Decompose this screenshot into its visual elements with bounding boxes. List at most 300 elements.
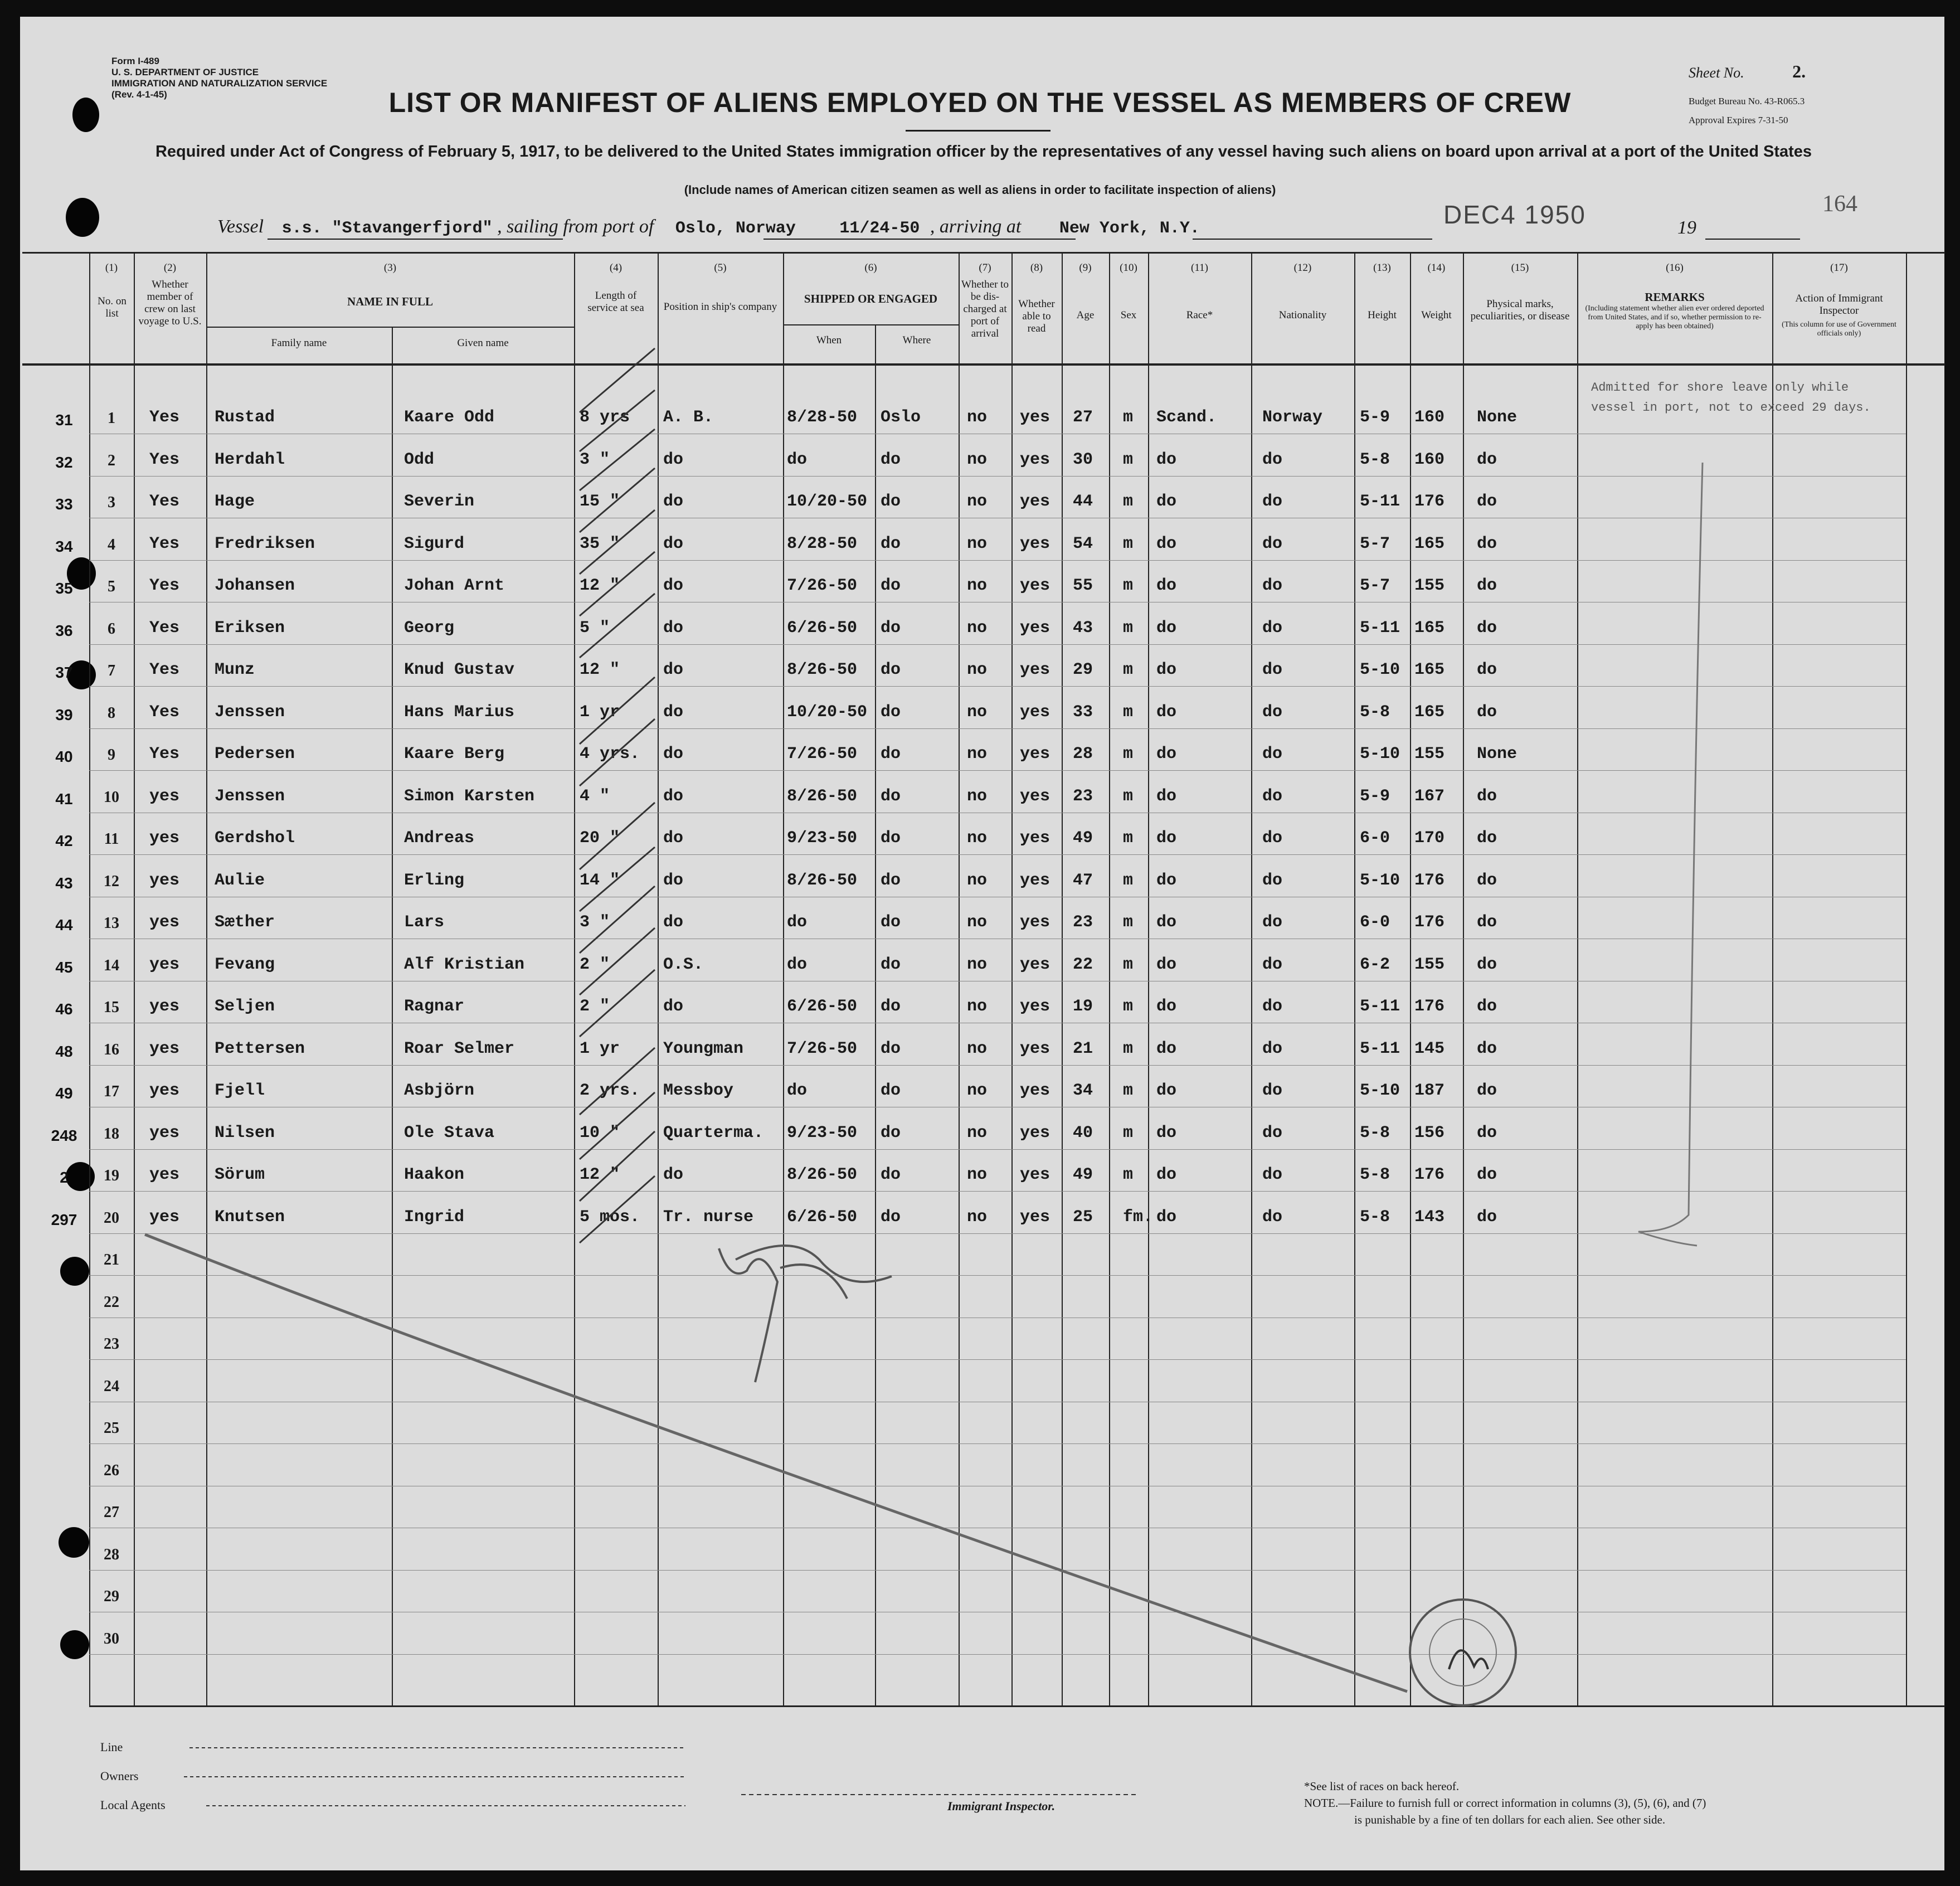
row-given: Kaare Berg bbox=[404, 745, 505, 764]
form-id-line: Form I-489 bbox=[111, 56, 159, 66]
row-when: 6/26-50 bbox=[787, 1207, 858, 1227]
row-number: 18 bbox=[104, 1125, 119, 1143]
row-when: 8/28-50 bbox=[787, 408, 858, 427]
col-number: (11) bbox=[1191, 262, 1208, 274]
row-when: 8/26-50 bbox=[787, 871, 858, 890]
col-number: (3) bbox=[383, 262, 397, 274]
row-when: 9/23-50 bbox=[787, 829, 858, 848]
row-nat: do bbox=[1262, 618, 1283, 638]
row-family: Aulie bbox=[215, 871, 265, 890]
budget-line: Approval Expires 7-31-50 bbox=[1689, 115, 1788, 125]
row-given: Sigurd bbox=[404, 534, 465, 553]
row-left-number: 33 bbox=[55, 495, 73, 513]
row-nat: do bbox=[1262, 492, 1283, 511]
row-read: yes bbox=[1020, 1165, 1050, 1184]
row-nat: do bbox=[1262, 660, 1283, 679]
row-left-number: 32 bbox=[55, 453, 73, 471]
row-left-number: 36 bbox=[55, 621, 73, 639]
row-crew: yes bbox=[149, 1039, 180, 1058]
row-left-number: 35 bbox=[55, 580, 73, 597]
col-number: (5) bbox=[714, 262, 727, 274]
row-crew: Yes bbox=[149, 492, 180, 511]
row-number: 30 bbox=[104, 1630, 119, 1647]
row-age: 55 bbox=[1073, 576, 1093, 595]
row-discharge: no bbox=[967, 1081, 988, 1100]
row-given: Andreas bbox=[404, 829, 475, 848]
row-marks: do bbox=[1477, 1081, 1497, 1100]
row-given: Knud Gustav bbox=[404, 660, 515, 679]
row-service: 14 " bbox=[580, 871, 620, 890]
row-family: Fredriksen bbox=[215, 534, 315, 553]
row-read: yes bbox=[1020, 955, 1050, 974]
row-position: do bbox=[663, 450, 684, 469]
row-read: yes bbox=[1020, 450, 1050, 469]
form-id-line: (Rev. 4-1-45) bbox=[111, 89, 167, 100]
row-service: 2 " bbox=[580, 955, 610, 974]
footer-note bbox=[1304, 1778, 1706, 1828]
row-sex: m bbox=[1123, 618, 1134, 638]
row-height: 5-9 bbox=[1360, 408, 1390, 427]
row-read: yes bbox=[1020, 408, 1050, 427]
row-when: do bbox=[787, 450, 808, 469]
row-where: do bbox=[881, 492, 901, 511]
row-given: Roar Selmer bbox=[404, 1039, 515, 1058]
row-marks: do bbox=[1477, 576, 1497, 595]
row-when: do bbox=[787, 955, 808, 974]
row-age: 33 bbox=[1073, 702, 1093, 722]
arriving-label: , arriving at bbox=[930, 216, 1022, 237]
row-number: 4 bbox=[108, 536, 115, 553]
row-height: 5-8 bbox=[1360, 1123, 1390, 1143]
row-age: 29 bbox=[1073, 660, 1093, 679]
row-age: 47 bbox=[1073, 871, 1093, 890]
row-nat: do bbox=[1262, 997, 1283, 1016]
row-position: do bbox=[663, 618, 684, 638]
row-nat: do bbox=[1262, 745, 1283, 764]
row-weight: 155 bbox=[1414, 576, 1445, 595]
row-nat: do bbox=[1262, 702, 1283, 722]
footer-note-line: is punishable by a fine of ten dollars for each alien. See other side. bbox=[1354, 1813, 1666, 1826]
row-position: do bbox=[663, 492, 684, 511]
row-when: 8/26-50 bbox=[787, 786, 858, 806]
row-read: yes bbox=[1020, 576, 1050, 595]
row-where: do bbox=[881, 450, 901, 469]
form-id-line: U. S. DEPARTMENT OF JUSTICE bbox=[111, 67, 259, 77]
row-marks: do bbox=[1477, 871, 1497, 890]
row-given: Ragnar bbox=[404, 997, 465, 1016]
row-number: 25 bbox=[104, 1420, 119, 1437]
row-position: do bbox=[663, 997, 684, 1016]
row-height: 5-7 bbox=[1360, 576, 1390, 595]
header-sex: Sex bbox=[1120, 309, 1137, 321]
row-given: Ole Stava bbox=[404, 1123, 495, 1143]
row-family: Eriksen bbox=[215, 618, 285, 638]
cancel-line bbox=[145, 1234, 1407, 1691]
row-service: 5 " bbox=[580, 618, 610, 638]
consulate-seal bbox=[1410, 1600, 1516, 1705]
col-number: (10) bbox=[1120, 262, 1137, 274]
row-race: do bbox=[1156, 1039, 1177, 1058]
row-nat: do bbox=[1262, 576, 1283, 595]
row-where: do bbox=[881, 786, 901, 806]
row-number: 26 bbox=[104, 1461, 119, 1479]
row-number: 1 bbox=[108, 410, 115, 427]
row-weight: 165 bbox=[1414, 534, 1445, 553]
row-nat: do bbox=[1262, 534, 1283, 553]
row-height: 5-8 bbox=[1360, 1207, 1390, 1227]
row-marks: do bbox=[1477, 618, 1497, 638]
col-number: (2) bbox=[163, 262, 177, 274]
row-race: do bbox=[1156, 618, 1177, 638]
row-nat: do bbox=[1262, 829, 1283, 848]
row-family: Fjell bbox=[215, 1081, 265, 1100]
row-left-number: 40 bbox=[55, 748, 73, 765]
row-number: 10 bbox=[104, 788, 119, 806]
row-sex: m bbox=[1123, 997, 1134, 1016]
row-where: do bbox=[881, 871, 901, 890]
row-height: 5-11 bbox=[1360, 492, 1400, 511]
form-subnote: (Include names of American citizen seamen as well as aliens in order to facilitate inspection of aliens) bbox=[684, 183, 1276, 197]
footer-agents-label: Local Agents bbox=[100, 1798, 166, 1812]
row-family: Fevang bbox=[215, 955, 275, 974]
row-sex: m bbox=[1123, 702, 1134, 722]
row-number: 22 bbox=[104, 1293, 119, 1311]
row-where: do bbox=[881, 913, 901, 932]
row-race: do bbox=[1156, 1165, 1177, 1184]
row-number: 16 bbox=[104, 1041, 119, 1058]
row-age: 49 bbox=[1073, 1165, 1093, 1184]
year-label: 19 bbox=[1677, 217, 1696, 238]
row-family: Gerdshol bbox=[215, 829, 295, 848]
footer-inspector-label: Immigrant Inspector. bbox=[947, 1799, 1056, 1813]
row-age: 43 bbox=[1073, 618, 1093, 638]
row-position: do bbox=[663, 745, 684, 764]
row-discharge: no bbox=[967, 1123, 988, 1143]
row-nat: do bbox=[1262, 1039, 1283, 1058]
row-sex: m bbox=[1123, 450, 1134, 469]
row-number: 28 bbox=[104, 1545, 119, 1563]
col-number: (7) bbox=[979, 262, 991, 274]
row-nat: do bbox=[1262, 871, 1283, 890]
row-height: 5-10 bbox=[1360, 871, 1400, 890]
row-service: 2 yrs. bbox=[580, 1081, 640, 1100]
sailing-label: , sailing from port of bbox=[497, 216, 654, 237]
row-number: 8 bbox=[108, 704, 115, 722]
row-marks: do bbox=[1477, 955, 1497, 974]
row-nat: do bbox=[1262, 955, 1283, 974]
header-height: Height bbox=[1368, 309, 1397, 321]
row-race: do bbox=[1156, 1081, 1177, 1100]
row-where: do bbox=[881, 1039, 901, 1058]
row-discharge: no bbox=[967, 745, 988, 764]
row-sex: m bbox=[1123, 660, 1134, 679]
row-marks: None bbox=[1477, 408, 1518, 427]
row-nat: do bbox=[1262, 1081, 1283, 1100]
row-position: do bbox=[663, 871, 684, 890]
row-where: do bbox=[881, 534, 901, 553]
row-number: 29 bbox=[104, 1588, 119, 1605]
stamp-number: 164 bbox=[1822, 191, 1857, 217]
row-race: do bbox=[1156, 913, 1177, 932]
row-discharge: no bbox=[967, 702, 988, 722]
row-weight: 165 bbox=[1414, 618, 1445, 638]
row-race: do bbox=[1156, 871, 1177, 890]
header-no-on-list: No. on list bbox=[98, 295, 127, 319]
row-position: Messboy bbox=[663, 1081, 734, 1100]
header-remarks: REMARKS bbox=[1645, 290, 1705, 304]
row-nat: do bbox=[1262, 786, 1283, 806]
header-given-name: Given name bbox=[457, 337, 509, 349]
footer-owners-label: Owners bbox=[100, 1769, 139, 1783]
row-marks: do bbox=[1477, 450, 1497, 469]
row-left-number: 44 bbox=[55, 916, 73, 934]
vessel-label: Vessel bbox=[217, 216, 264, 237]
row-discharge: no bbox=[967, 955, 988, 974]
row-number: 7 bbox=[108, 662, 115, 679]
row-sex: m bbox=[1123, 576, 1134, 595]
row-height: 5-11 bbox=[1360, 618, 1400, 638]
row-given: Asbjörn bbox=[404, 1081, 475, 1100]
row-age: 25 bbox=[1073, 1207, 1093, 1227]
row-sex: m bbox=[1123, 829, 1134, 848]
row-discharge: no bbox=[967, 492, 988, 511]
row-given: Hans Marius bbox=[404, 702, 515, 722]
row-marks: do bbox=[1477, 1039, 1497, 1058]
row-service: 8 yrs bbox=[580, 408, 630, 427]
row-service: 3 " bbox=[580, 450, 610, 469]
header-race: Race* bbox=[1186, 309, 1213, 321]
row-crew: yes bbox=[149, 829, 180, 848]
remarks-bracket bbox=[1638, 463, 1703, 1246]
row-discharge: no bbox=[967, 786, 988, 806]
row-race: do bbox=[1156, 450, 1177, 469]
row-position: do bbox=[663, 1165, 684, 1184]
header-physical-marks: Physical marks, peculiarities, or disease bbox=[1470, 298, 1570, 322]
row-where: do bbox=[881, 1207, 901, 1227]
row-nat: do bbox=[1262, 450, 1283, 469]
row-crew: yes bbox=[149, 1123, 180, 1143]
row-number: 21 bbox=[104, 1251, 119, 1268]
footer-note-line: NOTE.—Failure to furnish full or correct information in columns (3), (5), (6), and (7) bbox=[1304, 1796, 1706, 1810]
row-number: 9 bbox=[108, 746, 115, 764]
row-read: yes bbox=[1020, 534, 1050, 553]
row-height: 5-11 bbox=[1360, 997, 1400, 1016]
row-marks: do bbox=[1477, 660, 1497, 679]
row-discharge: no bbox=[967, 450, 988, 469]
row-weight: 156 bbox=[1414, 1123, 1445, 1143]
row-number: 3 bbox=[108, 494, 115, 511]
row-family: Pedersen bbox=[215, 745, 295, 764]
row-sex: m bbox=[1123, 492, 1134, 511]
row-height: 5-11 bbox=[1360, 1039, 1400, 1058]
row-number: 15 bbox=[104, 999, 119, 1016]
row-given: Johan Arnt bbox=[404, 576, 505, 595]
remarks-text: Admitted for shore leave only while vessel in port, not to exceed 29 days. bbox=[1591, 381, 1871, 415]
header-inspector-action: Action of Immigrant Inspector bbox=[1795, 293, 1883, 317]
row-family: Sæther bbox=[215, 913, 275, 932]
footer-note-line: *See list of races on back hereof. bbox=[1304, 1780, 1460, 1793]
row-marks: do bbox=[1477, 1165, 1497, 1184]
row-service: 3 " bbox=[580, 913, 610, 932]
row-family: Johansen bbox=[215, 576, 295, 595]
row-read: yes bbox=[1020, 702, 1050, 722]
row-where: do bbox=[881, 576, 901, 595]
row-weight: 176 bbox=[1414, 492, 1445, 511]
row-read: yes bbox=[1020, 786, 1050, 806]
row-age: 49 bbox=[1073, 829, 1093, 848]
row-weight: 165 bbox=[1414, 702, 1445, 722]
row-position: Quarterma. bbox=[663, 1123, 764, 1143]
row-read: yes bbox=[1020, 1123, 1050, 1143]
vessel-name: s.s. "Stavangerfjord" bbox=[281, 219, 493, 238]
row-nat: do bbox=[1262, 1207, 1283, 1227]
row-weight: 160 bbox=[1414, 450, 1445, 469]
row-crew: yes bbox=[149, 1081, 180, 1100]
row-when: 6/26-50 bbox=[787, 618, 858, 638]
row-given: Georg bbox=[404, 618, 455, 638]
row-marks: None bbox=[1477, 745, 1518, 764]
row-age: 27 bbox=[1073, 408, 1093, 427]
row-read: yes bbox=[1020, 618, 1050, 638]
row-discharge: no bbox=[967, 576, 988, 595]
row-service: 4 " bbox=[580, 786, 610, 806]
row-crew: yes bbox=[149, 955, 180, 974]
col-number: (12) bbox=[1293, 262, 1312, 274]
row-where: do bbox=[881, 997, 901, 1016]
row-position: do bbox=[663, 576, 684, 595]
row-crew: Yes bbox=[149, 408, 180, 427]
row-marks: do bbox=[1477, 534, 1497, 553]
row-number: 12 bbox=[104, 872, 119, 890]
row-age: 19 bbox=[1073, 997, 1093, 1016]
row-marks: do bbox=[1477, 997, 1497, 1016]
row-left-number: 297 bbox=[51, 1211, 77, 1228]
row-discharge: no bbox=[967, 408, 988, 427]
col-number: (13) bbox=[1373, 262, 1391, 274]
row-service: 4 yrs. bbox=[580, 745, 640, 764]
row-marks: do bbox=[1477, 913, 1497, 932]
row-height: 5-10 bbox=[1360, 660, 1400, 679]
row-age: 21 bbox=[1073, 1039, 1093, 1058]
row-marks: do bbox=[1477, 702, 1497, 722]
header-age: Age bbox=[1076, 309, 1095, 321]
row-when: do bbox=[787, 913, 808, 932]
row-height: 6-0 bbox=[1360, 829, 1390, 848]
row-age: 34 bbox=[1073, 1081, 1093, 1100]
row-service: 15 " bbox=[580, 492, 620, 511]
row-left-number: 31 bbox=[55, 411, 73, 429]
row-discharge: no bbox=[967, 618, 988, 638]
row-weight: 145 bbox=[1414, 1039, 1445, 1058]
row-service: 1 yr bbox=[580, 1039, 620, 1058]
row-position: do bbox=[663, 829, 684, 848]
row-race: do bbox=[1156, 660, 1177, 679]
row-left-number: 42 bbox=[55, 832, 73, 849]
row-family: Nilsen bbox=[215, 1123, 275, 1143]
row-race: do bbox=[1156, 786, 1177, 806]
row-number: 5 bbox=[108, 578, 115, 595]
row-number: 13 bbox=[104, 915, 119, 932]
row-service: 12 " bbox=[580, 1165, 620, 1184]
row-nat: Norway bbox=[1262, 408, 1323, 427]
row-crew: yes bbox=[149, 1207, 180, 1227]
header-position: Position in ship's company bbox=[663, 301, 777, 313]
col-number: (9) bbox=[1079, 262, 1092, 274]
row-when: 8/26-50 bbox=[787, 660, 858, 679]
row-where: do bbox=[881, 1123, 901, 1143]
row-race: do bbox=[1156, 745, 1177, 764]
row-when: 10/20-50 bbox=[787, 702, 868, 722]
row-position: A. B. bbox=[663, 408, 714, 427]
row-where: do bbox=[881, 660, 901, 679]
row-race: do bbox=[1156, 1123, 1177, 1143]
row-given: Simon Karsten bbox=[404, 786, 535, 806]
row-given: Haakon bbox=[404, 1165, 465, 1184]
row-crew: Yes bbox=[149, 576, 180, 595]
row-race: do bbox=[1156, 997, 1177, 1016]
header-family-name: Family name bbox=[271, 337, 327, 349]
row-crew: yes bbox=[149, 913, 180, 932]
header-when: When bbox=[816, 334, 842, 346]
row-race: Scand. bbox=[1156, 408, 1217, 427]
row-height: 6-2 bbox=[1360, 955, 1390, 974]
row-race: do bbox=[1156, 1207, 1177, 1227]
row-where: do bbox=[881, 702, 901, 722]
row-read: yes bbox=[1020, 1081, 1050, 1100]
row-sex: m bbox=[1123, 786, 1134, 806]
row-left-number: 39 bbox=[55, 706, 73, 723]
row-family: Jenssen bbox=[215, 786, 285, 806]
row-crew: Yes bbox=[149, 450, 180, 469]
row-family: Seljen bbox=[215, 997, 275, 1016]
row-age: 23 bbox=[1073, 786, 1093, 806]
row-read: yes bbox=[1020, 1207, 1050, 1227]
row-weight: 176 bbox=[1414, 871, 1445, 890]
row-nat: do bbox=[1262, 913, 1283, 932]
row-age: 44 bbox=[1073, 492, 1093, 511]
row-discharge: no bbox=[967, 1207, 988, 1227]
row-given: Odd bbox=[404, 450, 435, 469]
row-race: do bbox=[1156, 534, 1177, 553]
row-weight: 187 bbox=[1414, 1081, 1445, 1100]
row-crew: yes bbox=[149, 997, 180, 1016]
row-number: 11 bbox=[104, 830, 119, 848]
row-crew: Yes bbox=[149, 618, 180, 638]
row-position: do bbox=[663, 660, 684, 679]
row-marks: do bbox=[1477, 786, 1497, 806]
row-height: 5-8 bbox=[1360, 450, 1390, 469]
row-read: yes bbox=[1020, 745, 1050, 764]
row-weight: 155 bbox=[1414, 745, 1445, 764]
row-read: yes bbox=[1020, 913, 1050, 932]
row-crew: yes bbox=[149, 1165, 180, 1184]
row-sex: fm. bbox=[1123, 1207, 1154, 1227]
row-where: do bbox=[881, 745, 901, 764]
row-when: 10/20-50 bbox=[787, 492, 868, 511]
row-number: 23 bbox=[104, 1335, 119, 1353]
row-given: Lars bbox=[404, 913, 445, 932]
footer-rule bbox=[184, 1748, 685, 1806]
row-where: do bbox=[881, 829, 901, 848]
row-age: 28 bbox=[1073, 745, 1093, 764]
form-subtitle: Required under Act of Congress of February 5, 1917, to be delivered to the United States immigration officer by the representatives of any vessel having such aliens on board upon arrival at a port of the United States bbox=[155, 143, 1812, 161]
row-service: 20 " bbox=[580, 829, 620, 848]
row-age: 54 bbox=[1073, 534, 1093, 553]
row-height: 5-10 bbox=[1360, 745, 1400, 764]
row-left-number: 248 bbox=[51, 1126, 77, 1144]
budget-line: Budget Bureau No. 43-R065.3 bbox=[1689, 96, 1805, 106]
row-family: Munz bbox=[215, 660, 255, 679]
